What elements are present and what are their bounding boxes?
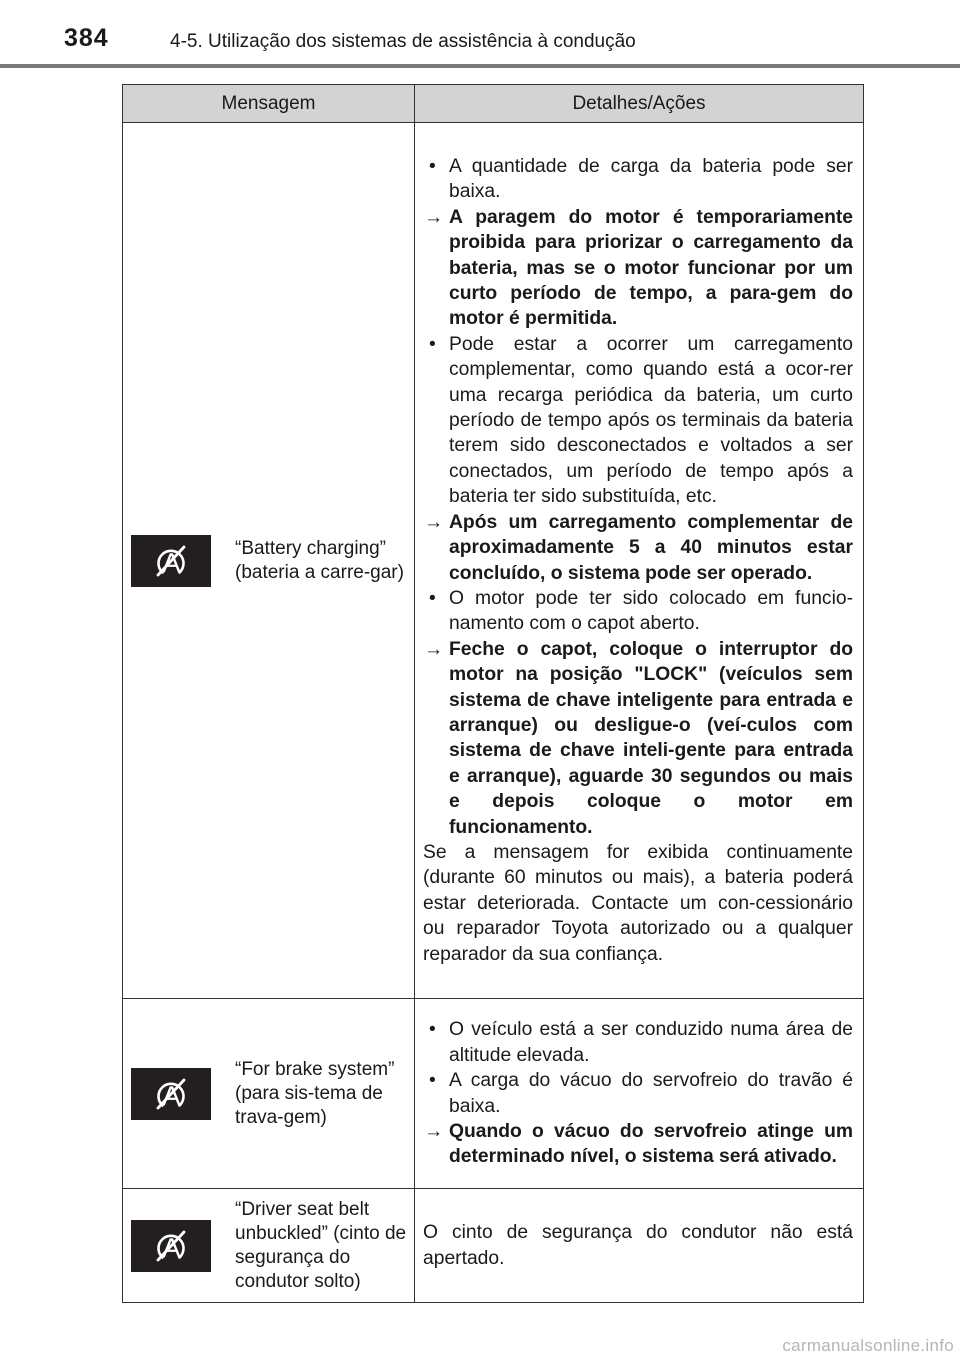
detail-action: → Após um carregamento complementar de aproximadamente 5 a 40 minutos estar concluído, o sistema pode ser operado.	[424, 511, 853, 584]
table-row	[123, 1189, 864, 1303]
table-row	[123, 123, 864, 999]
detail-bullet: • O veículo está a ser conduzido numa área de altitude elevada.	[423, 1017, 853, 1068]
arrow-right-icon: →	[424, 638, 444, 660]
message-cell	[123, 1189, 415, 1303]
detail-note: Se a mensagem for exibida continuamente (durante 60 minutos ou mais), a bateria poderá estar deteriorada. Contacte um con-cessionário ou reparador Toyota autorizado ou a qualquer reparador da sua confiança.	[423, 841, 853, 965]
arrow-right-icon: →	[424, 511, 444, 533]
detail-bullet: • A quantidade de carga da bateria pode ser baixa.	[423, 154, 853, 205]
section-title: 4-5. Utilização dos sistemas de assistência à condução	[170, 31, 636, 52]
detail-bullet: • Pode estar a ocorrer um carregamento complementar, como quando está a ocor-rer uma recarga periódica da bateria, um curto período de tempo após os terminais da bateria terem sido desconectados e voltados a ser conectados, um período de tempo após a bateria ter sido substituída, etc.	[423, 332, 853, 510]
start-stop-disabled-icon	[131, 1068, 211, 1120]
detail-bullet: • A carga do vácuo do servofreio do travão é baixa.	[423, 1068, 853, 1119]
detail-action: → A paragem do motor é temporariamente proibida para priorizar o carregamento da bateria, mas se o motor funcionar por um curto período de tempo, a para-gem do motor é permitida.	[424, 206, 853, 330]
column-header-details: Detalhes/Ações	[415, 85, 864, 123]
detail-action: → Quando o vácuo do servofreio atinge um determinado nível, o sistema será ativado.	[424, 1120, 853, 1168]
watermark-text: carmanualsonline.info	[782, 1336, 954, 1355]
table-header-row	[123, 85, 864, 123]
column-header-message: Mensagem	[123, 85, 415, 123]
message-text: “Driver seat belt unbuckled” (cinto de segurança do condutor solto)	[235, 1198, 407, 1292]
detail-bullet: • O motor pode ter sido colocado em funcio-namento com o capot aberto.	[423, 586, 853, 637]
message-cell	[123, 123, 415, 999]
message-table	[122, 84, 864, 1303]
details-cell	[415, 1189, 864, 1303]
header-rule	[0, 64, 960, 68]
message-text: “For brake system” (para sis-tema de trava-gem)	[235, 1058, 395, 1128]
details-cell	[415, 999, 864, 1189]
message-cell	[123, 999, 415, 1189]
message-text: “Battery charging” (bateria a carre-gar)	[235, 537, 404, 583]
table-row	[123, 999, 864, 1189]
page-number: 384	[64, 24, 109, 52]
arrow-right-icon: →	[424, 206, 444, 228]
arrow-right-icon: →	[424, 1120, 444, 1142]
start-stop-disabled-icon	[131, 535, 211, 587]
detail-note: O cinto de segurança do condutor não está apertado.	[423, 1222, 853, 1269]
detail-action: → Feche o capot, coloque o interruptor do motor na posição "LOCK" (veículos sem sistema de chave inteligente para entrada e arranque) ou desligue-o (veí-culos com sistema de chave inteli-gente para entrada e arranque), aguarde 30 segundos ou mais e depois coloque o motor em funcionamento.	[424, 638, 853, 838]
details-cell	[415, 123, 864, 999]
start-stop-disabled-icon	[131, 1220, 211, 1272]
page-header	[0, 0, 960, 70]
